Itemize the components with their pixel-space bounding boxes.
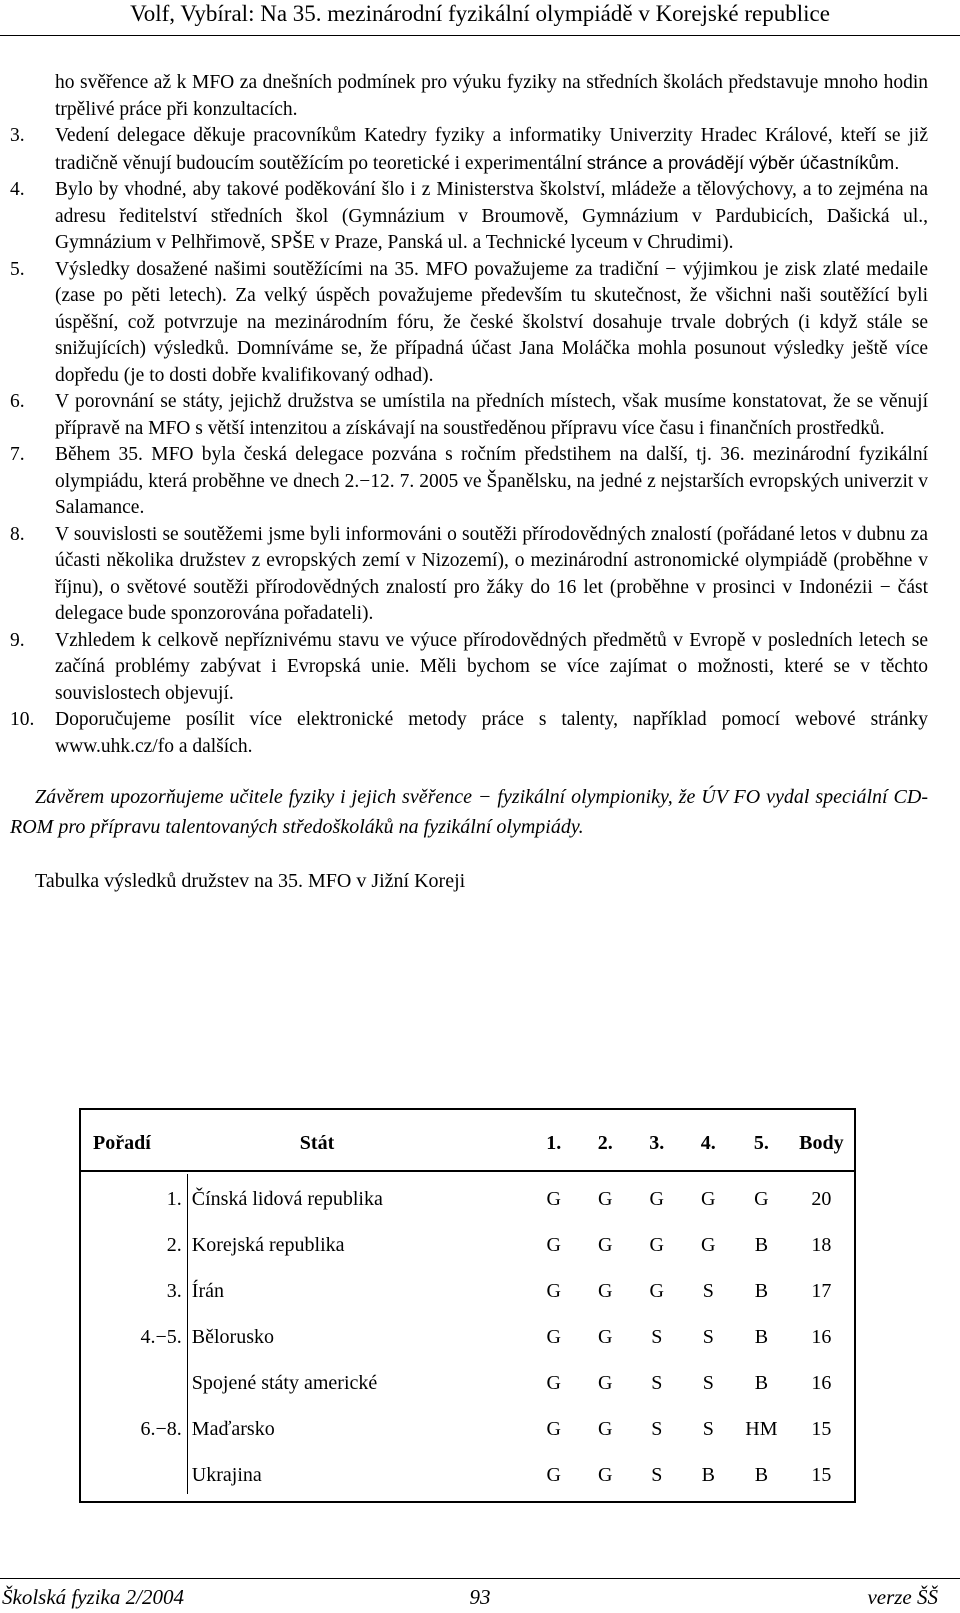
column-header: 5. <box>753 1131 769 1154</box>
numbered-list <box>10 123 928 760</box>
list-item-number: 10. <box>10 709 35 730</box>
cell-state: Írán <box>191 1279 224 1302</box>
cell-medal: G <box>598 1463 613 1486</box>
list-item-text: Doporučujeme posílit více elektronické metody práce s talenty, například pomocí webové stránky www.uhk.cz/fo a dalších. <box>55 709 928 757</box>
cell-points: 20 <box>811 1187 832 1210</box>
article-body <box>10 70 928 895</box>
cell-medal: G <box>546 1279 561 1302</box>
cell-medal: B <box>754 1325 769 1348</box>
table-row <box>81 1452 854 1498</box>
intro-paragraph: ho svěřence až k MFO za dnešních podmínek pro výuku fyziky na středních školách představuje mnoho hodin trpělivé práce při konzultacích. <box>55 72 928 120</box>
column-header: Body <box>799 1131 844 1154</box>
page-header <box>0 0 960 36</box>
list-item <box>10 707 928 760</box>
table-row <box>81 1222 854 1268</box>
column-header: 4. <box>700 1131 716 1154</box>
cell-state: Maďarsko <box>191 1417 275 1440</box>
cell-rank: 2. <box>166 1233 182 1256</box>
results-table-frame <box>79 1108 856 1503</box>
cell-medal: S <box>702 1325 714 1348</box>
cell-points: 15 <box>811 1417 832 1440</box>
cell-rank: 3. <box>166 1279 182 1302</box>
list-item <box>10 522 928 628</box>
cell-points: 16 <box>811 1371 832 1394</box>
cell-rank <box>81 1452 190 1498</box>
cell-medal: HM <box>745 1417 778 1440</box>
cell-rank: 4.−5. <box>140 1325 182 1348</box>
cell-points: 15 <box>811 1463 832 1486</box>
column-header: 1. <box>546 1131 562 1154</box>
table-caption: Tabulka výsledků družstev na 35. MFO v Jižní Koreji <box>35 870 466 892</box>
cell-medal: G <box>598 1233 613 1256</box>
cell-medal: G <box>546 1233 561 1256</box>
cell-medal: S <box>702 1279 714 1302</box>
cell-medal: G <box>546 1325 561 1348</box>
table-row <box>81 1360 854 1406</box>
column-header: Pořadí <box>93 1131 151 1154</box>
page-footer <box>0 1578 960 1613</box>
cell-medal: G <box>598 1417 613 1440</box>
table-row <box>81 1406 854 1452</box>
header-title: Volf, Vybíral: Na 35. mezinárodní fyzikální olympiádě v Korejské republice <box>130 1 830 26</box>
list-item-text: Vzhledem k celkově nepříznivému stavu ve výuce přírodovědných předmětů v Evropě v posledních letech se začíná problémy zabývat i Evropská unie. Měli bychom se více zajímat o možnosti, které se v těchto souvislostech objevují. <box>55 629 928 704</box>
results-table <box>81 1110 854 1498</box>
cell-medal: B <box>754 1371 769 1394</box>
cell-medal: G <box>598 1325 613 1348</box>
list-item <box>10 123 928 177</box>
footer-page-number: 93 <box>469 1585 491 1609</box>
list-item-text: Vedení delegace děkuje pracovníkům Katedry fyziky a informatiky Univerzity Hradec Králové, kteří se již tradičně věnují budoucím soutěžícím po teoretické i experimentální <box>55 125 928 174</box>
cell-points: 18 <box>811 1233 832 1256</box>
cell-medal: B <box>754 1279 769 1302</box>
list-item-number: 9. <box>10 629 25 651</box>
list-item-text-sans: stránce a provádějí výběr účastníkům. <box>586 151 900 173</box>
cell-state: Korejská republika <box>191 1233 345 1256</box>
cell-medal: G <box>649 1187 664 1210</box>
list-item-number: 6. <box>10 391 25 412</box>
cell-medal: S <box>702 1417 714 1440</box>
cell-state: Bělorusko <box>191 1325 274 1348</box>
cell-medal: G <box>598 1371 613 1394</box>
table-row <box>81 1314 854 1360</box>
cell-rank: 1. <box>166 1187 182 1210</box>
cell-rank: 6.−8. <box>140 1417 182 1440</box>
cell-medal: S <box>651 1371 663 1394</box>
cell-state: Ukrajina <box>191 1463 262 1486</box>
cell-medal: G <box>754 1187 769 1210</box>
footer-version: verze ŠŠ <box>867 1585 938 1609</box>
footer-journal: Školská fyzika 2/2004 <box>2 1585 184 1609</box>
table-header-row <box>81 1110 854 1172</box>
list-item-number: 3. <box>10 125 25 146</box>
list-item <box>10 177 928 257</box>
cell-medal: G <box>546 1187 561 1210</box>
list-item-number: 5. <box>10 258 25 280</box>
list-item-text: Během 35. MFO byla česká delegace pozvána s ročním předstihem na další, tj. 36. mezinárodní fyzikální olympiádu, která proběhne ve dnech 2.−12. 7. 2005 ve Španělsku, na jedné z nejstarších evropských univerzit v Salamance. <box>55 444 928 518</box>
table-row <box>81 1176 854 1222</box>
cell-state: Spojené státy americké <box>191 1371 378 1394</box>
list-item <box>10 257 928 390</box>
column-header: 2. <box>597 1131 613 1154</box>
list-item <box>10 389 928 442</box>
list-item-number: 4. <box>10 179 25 200</box>
list-item-number: 7. <box>10 444 25 465</box>
conclusion-paragraph: Závěrem upozorňujeme učitele fyziky i jejich svěřence − fyzikální olympioniky, že ÚV FO vydal speciální CD-ROM pro přípravu talentovaných středoškoláků na fyzikální olympiády. <box>10 786 928 838</box>
list-item-text: Výsledky dosažené našimi soutěžícími na 35. MFO považujeme za tradiční − výjimkou je zisk zlaté medaile (zase po pěti letech). Za velký úspěch považujeme především tu skutečnost, že všichni naši soutěžící byli úspěšní, což potvrzuje na mezinárodním fóru, že české školství dosahuje trvale dobrých (i když stále se snižujících) výsledků. Domníváme se, že případná účast Jana Moláčka mohla posunout výsledky ještě více dopředu (je to dosti dobře kvalifikovaný odhad). <box>55 258 928 386</box>
cell-medal: G <box>701 1233 716 1256</box>
cell-points: 17 <box>811 1279 832 1302</box>
cell-medal: G <box>701 1187 716 1210</box>
cell-state: Čínská lidová republika <box>191 1187 383 1210</box>
list-item-number: 8. <box>10 523 25 545</box>
cell-points: 16 <box>811 1325 832 1348</box>
cell-medal: S <box>702 1371 714 1394</box>
cell-medal: S <box>651 1417 663 1440</box>
cell-medal: G <box>546 1371 561 1394</box>
table-row <box>81 1268 854 1314</box>
cell-medal: S <box>651 1325 663 1348</box>
column-header: 3. <box>649 1131 665 1154</box>
cell-medal: B <box>754 1233 769 1256</box>
list-item-text: V souvislosti se soutěžemi jsme byli informováni o soutěži přírodovědných znalostí (pořádané letos v dubnu za účasti několika družstev z evropských zemí v Nizozemí), o mezinárodní astronomické olympiádě (proběhne v říjnu), o světové soutěži přírodovědných znalostí pro žáky do 16 let (proběhne v prosinci v Indonézii − část delegace bude sponzorována pořadateli). <box>55 523 928 624</box>
cell-rank <box>81 1360 190 1406</box>
cell-medal: G <box>598 1279 613 1302</box>
cell-medal: S <box>651 1463 663 1486</box>
list-item-text: Bylo by vhodné, aby takové poděkování šlo i z Ministerstva školství, mládeže a tělovýchovy, a to zejména na adresu ředitelství středních škol (Gymnázium v Broumově, Gymnázium v Pardubicích, Dašická ul., Gymnázium v Pelhřimově, SPŠE v Praze, Panská ul. a Technické lyceum v Chrudimi). <box>55 179 928 253</box>
cell-medal: G <box>649 1279 664 1302</box>
list-item <box>10 628 928 708</box>
column-header: Stát <box>299 1131 335 1154</box>
cell-medal: G <box>546 1463 561 1486</box>
cell-medal: G <box>546 1417 561 1440</box>
cell-medal: G <box>649 1233 664 1256</box>
cell-medal: B <box>701 1463 715 1486</box>
cell-medal: G <box>598 1187 613 1210</box>
list-item-text: V porovnání se státy, jejichž družstva se umístila na předních místech, však musíme konstatovat, že se věnují přípravě na MFO s větší intenzitou a získávají na soustředěnou přípravu více času i finančních prostředků. <box>55 391 928 439</box>
cell-medal: B <box>754 1463 769 1486</box>
list-item <box>10 442 928 522</box>
